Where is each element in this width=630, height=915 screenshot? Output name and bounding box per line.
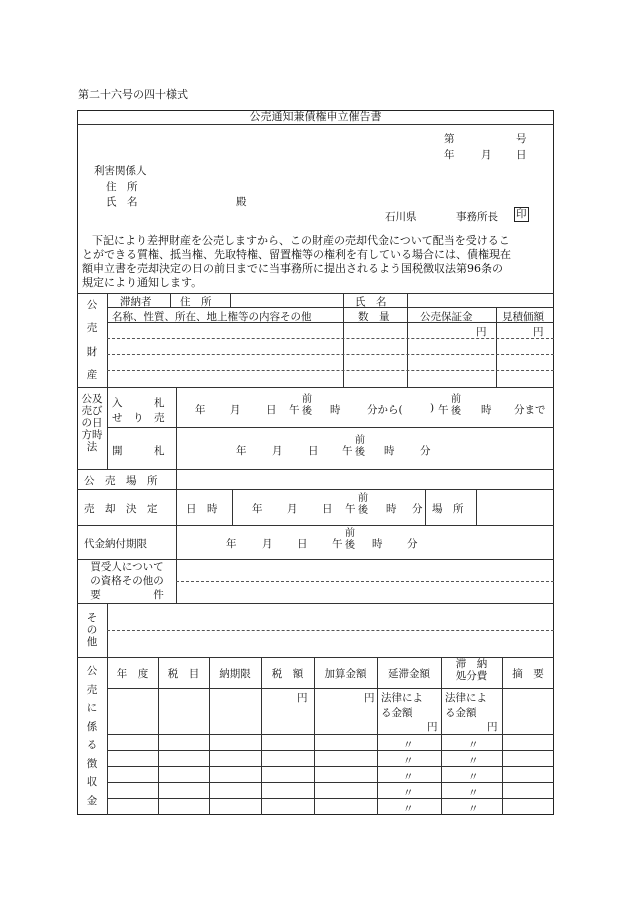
bidding-label-top: 入 札 [112, 397, 165, 409]
delinquency-by-law-2: る金額 [381, 707, 413, 719]
opening-label: 開 札 [112, 445, 165, 457]
buyer-label: 買受人について の資格その他の 要 件 [90, 561, 164, 601]
number-label: 第 [444, 133, 455, 145]
delinquent-name-label: 氏 名 [355, 296, 387, 308]
decision-minute: 分 [412, 503, 423, 515]
payment-ampm: 前 後 [345, 528, 355, 551]
ditto-delinq-5: 〃 [403, 803, 414, 815]
payment-day: 日 [297, 538, 308, 550]
bid-minute-from: 分から( [367, 404, 403, 416]
body-line-3: 額申立書を売却決定の日の前日までに当事務所に提出されるよう国税徴収法第96条の [82, 262, 503, 275]
open-year: 年 [236, 445, 247, 457]
bid-noon-2: 午 [438, 404, 449, 416]
tax-header-amount: 税 額 [271, 668, 304, 680]
open-day: 日 [308, 445, 319, 457]
form-title: 公売通知兼債権申立催告書 [249, 110, 382, 123]
tax-header-year: 年 度 [116, 668, 149, 680]
ditto-disp-3: 〃 [468, 771, 479, 783]
ditto-delinq-1: 〃 [403, 739, 414, 751]
payment-label: 代金納付期限 [84, 538, 147, 550]
bid-noon: 午 [289, 404, 300, 416]
bid-hour-2: 時 [481, 404, 492, 416]
decision-noon: 午 [345, 503, 356, 515]
tax-side-label: 公 売 に 係 る 徴 収 金 [86, 665, 98, 807]
property-side-label: 公 売 財 産 [86, 298, 98, 382]
description-header: 名称、性質、所在、地上権等の内容その他 [112, 311, 312, 323]
open-hour: 時 [384, 445, 395, 457]
estimate-yen: 円 [533, 326, 544, 338]
bid-hour: 時 [330, 404, 341, 416]
deposit-yen: 円 [476, 326, 487, 338]
recipient-address: 住 所 [106, 181, 138, 193]
delinquent-label: 滞納者 [120, 296, 152, 308]
decision-datetime-label: 日 時 [186, 503, 218, 515]
payment-month: 月 [262, 538, 273, 550]
quantity-header: 数 量 [358, 311, 390, 323]
payment-year: 年 [226, 538, 237, 550]
decision-place-label: 場 所 [432, 503, 464, 515]
number-suffix: 号 [516, 133, 527, 145]
form-id: 第二十六号の四十様式 [78, 88, 188, 101]
office-head: 事務所長 [456, 211, 498, 223]
prefecture: 石川県 [385, 211, 417, 223]
date-year: 年 [444, 149, 455, 161]
venue-label: 公 売 場 所 [84, 475, 158, 487]
recipient-label: 利害関係人 [94, 165, 147, 177]
schedule-side-label: 公及 売び の日 方時 法 [81, 393, 103, 453]
tax-header-delinquency: 延滞金額 [388, 668, 430, 680]
bid-day: 日 [266, 404, 277, 416]
delinquency-by-law: 法律によ [381, 692, 423, 704]
ditto-disp-2: 〃 [468, 755, 479, 767]
bid-year: 年 [195, 404, 206, 416]
open-noon: 午 [342, 445, 353, 457]
date-month: 月 [481, 149, 492, 161]
ditto-delinq-2: 〃 [403, 755, 414, 767]
bid-month: 月 [230, 404, 241, 416]
disposal-by-law-2: る金額 [445, 707, 477, 719]
tax-header-disposal: 滞 納 処分費 [455, 658, 488, 682]
open-minute: 分 [420, 445, 431, 457]
honorific: 殿 [236, 196, 247, 208]
bidding-label-bottom: せ り 売 [112, 412, 165, 424]
tax-header-due: 納期限 [219, 668, 251, 680]
surcharge-yen: 円 [364, 692, 375, 704]
bid-minute-until: 分まで [514, 404, 546, 416]
decision-hour: 時 [386, 503, 397, 515]
tax-header-remarks: 摘 要 [512, 668, 544, 680]
payment-hour: 時 [372, 538, 383, 550]
decision-year: 年 [252, 503, 263, 515]
decision-ampm: 前 後 [358, 493, 368, 516]
body-line-4: 規定により通知します。 [82, 276, 203, 289]
payment-minute: 分 [407, 538, 418, 550]
body-line-2: とができる質権、抵当権、先取特権、留置権等の権利を有している場合には、債権現在 [82, 248, 511, 261]
body-line-1: 下記により差押財産を公売しますから、この財産の売却代金について配当を受けるこ [92, 234, 510, 247]
disposal-by-law: 法律によ [445, 692, 487, 704]
open-ampm: 前 後 [355, 435, 365, 458]
tax-header-item: 税 目 [167, 668, 200, 680]
seal-mark: 印 [516, 208, 527, 220]
tax-amount-yen: 円 [297, 692, 308, 704]
open-month: 月 [272, 445, 283, 457]
date-day: 日 [516, 149, 527, 161]
payment-noon: 午 [332, 538, 343, 550]
bid-paren-close: ) [430, 402, 435, 414]
ditto-disp-5: 〃 [468, 803, 479, 815]
bid-ampm: 前 後 [302, 394, 312, 417]
delinquent-address-label: 住 所 [180, 296, 212, 308]
decision-month: 月 [287, 503, 298, 515]
ditto-disp-1: 〃 [468, 739, 479, 751]
other-label: そ の 他 [86, 612, 98, 648]
disposal-yen: 円 [487, 721, 498, 733]
bid-ampm-2: 前 後 [451, 394, 461, 417]
ditto-delinq-3: 〃 [403, 771, 414, 783]
delinquency-yen: 円 [427, 721, 438, 733]
ditto-disp-4: 〃 [468, 787, 479, 799]
decision-label: 売 却 決 定 [84, 503, 158, 515]
tax-header-surcharge: 加算金額 [324, 668, 367, 680]
estimate-header: 見積価額 [502, 311, 544, 323]
recipient-name: 氏 名 [106, 196, 138, 208]
deposit-header: 公売保証金 [420, 311, 473, 323]
decision-day: 日 [322, 503, 333, 515]
ditto-delinq-4: 〃 [403, 787, 414, 799]
